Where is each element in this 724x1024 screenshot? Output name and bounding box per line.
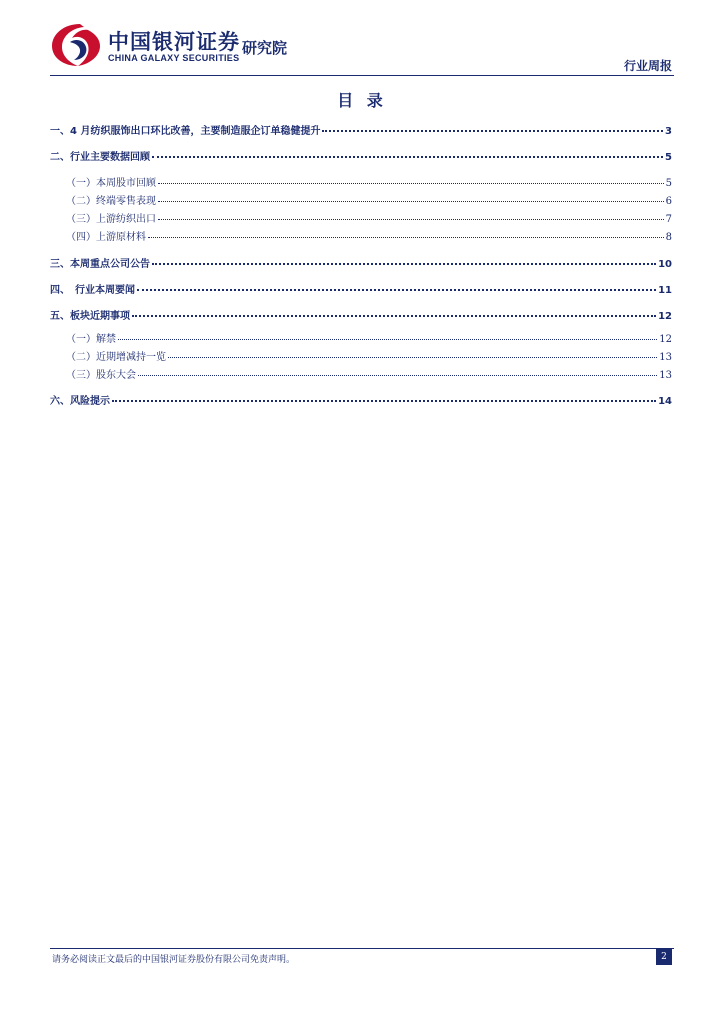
toc-entry-page: 14 (658, 396, 672, 407)
toc-entry-page: 5 (665, 152, 672, 163)
toc-entry-page: 12 (658, 311, 672, 322)
toc-entry-label: 二、行业主要数据回顾 (50, 152, 150, 163)
toc-entry[interactable] (50, 148, 672, 163)
toc-entry-page: 12 (659, 334, 672, 345)
toc-leader-dots (148, 236, 664, 238)
toc-entry-page: 5 (665, 178, 672, 189)
header-divider (50, 75, 674, 76)
page-number: 2 (656, 949, 672, 965)
report-type: 行业周报 (623, 59, 672, 73)
toc-entry[interactable] (50, 174, 672, 189)
toc-entry-page: 11 (658, 285, 672, 296)
footer-divider (50, 948, 674, 949)
toc-leader-dots (158, 182, 664, 184)
page-header (50, 22, 674, 76)
toc-entry-label: （二）终端零售表现 (66, 196, 156, 207)
toc-entry-label: 五、板块近期事项 (50, 311, 130, 322)
toc-leader-dots (158, 218, 664, 220)
toc-entry[interactable] (50, 228, 672, 243)
toc-entry[interactable] (50, 348, 672, 363)
toc-leader-dots (138, 374, 657, 376)
toc-entry-label: 一、4 月纺织服饰出口环比改善，主要制造服企订单稳健提升 (50, 126, 321, 137)
toc-entry[interactable] (50, 307, 672, 322)
toc-entry-label: 三、本周重点公司公告 (50, 259, 150, 270)
toc-leader-dots (152, 262, 656, 265)
brand-institute: 研究院 (242, 39, 288, 57)
toc-entry[interactable] (50, 392, 672, 407)
china-galaxy-logo-icon (50, 22, 102, 68)
toc-leader-dots (137, 288, 656, 291)
toc-entry-label: （三）股东大会 (66, 370, 136, 381)
toc-leader-dots (168, 356, 657, 358)
toc-entry-label: （三）上游纺织出口 (66, 214, 156, 225)
toc-entry[interactable] (50, 122, 672, 137)
toc-entry[interactable] (50, 366, 672, 381)
toc-leader-dots (152, 155, 663, 158)
toc-entry-page: 7 (665, 214, 672, 225)
toc-entry[interactable] (50, 192, 672, 207)
toc-entry[interactable] (50, 330, 672, 345)
toc-entry[interactable] (50, 281, 672, 296)
footer-disclaimer: 请务必阅读正文最后的中国银河证券股份有限公司免责声明。 (52, 955, 296, 965)
toc-leader-dots (118, 338, 657, 340)
toc-entry[interactable] (50, 210, 672, 225)
toc-entry-label: 四、 行业本周要闻 (50, 285, 135, 296)
toc-entry-label: （一）解禁 (66, 334, 116, 345)
toc-leader-dots (322, 129, 663, 132)
toc-leader-dots (132, 314, 656, 317)
toc-entry-label: （四）上游原材料 (66, 232, 146, 243)
toc-entry-page: 6 (665, 196, 672, 207)
toc-entry-page: 13 (659, 370, 672, 381)
toc-entry-page: 3 (665, 126, 672, 137)
toc-entry-label: （二）近期增减持一览 (66, 352, 166, 363)
toc-entry-page: 8 (665, 232, 672, 243)
toc-entry-label: （一）本周股市回顾 (66, 178, 156, 189)
toc-entry-page: 10 (658, 259, 672, 270)
toc-entry[interactable] (50, 255, 672, 270)
brand-name-cn: 中国银河证券 (108, 30, 240, 54)
toc-entry-page: 13 (659, 352, 672, 363)
toc-title: 目 录 (337, 91, 387, 110)
toc-entry-label: 六、风险提示 (50, 396, 110, 407)
toc-leader-dots (112, 399, 656, 402)
toc-leader-dots (158, 200, 664, 202)
brand-name-en: CHINA GALAXY SECURITIES (108, 53, 240, 63)
